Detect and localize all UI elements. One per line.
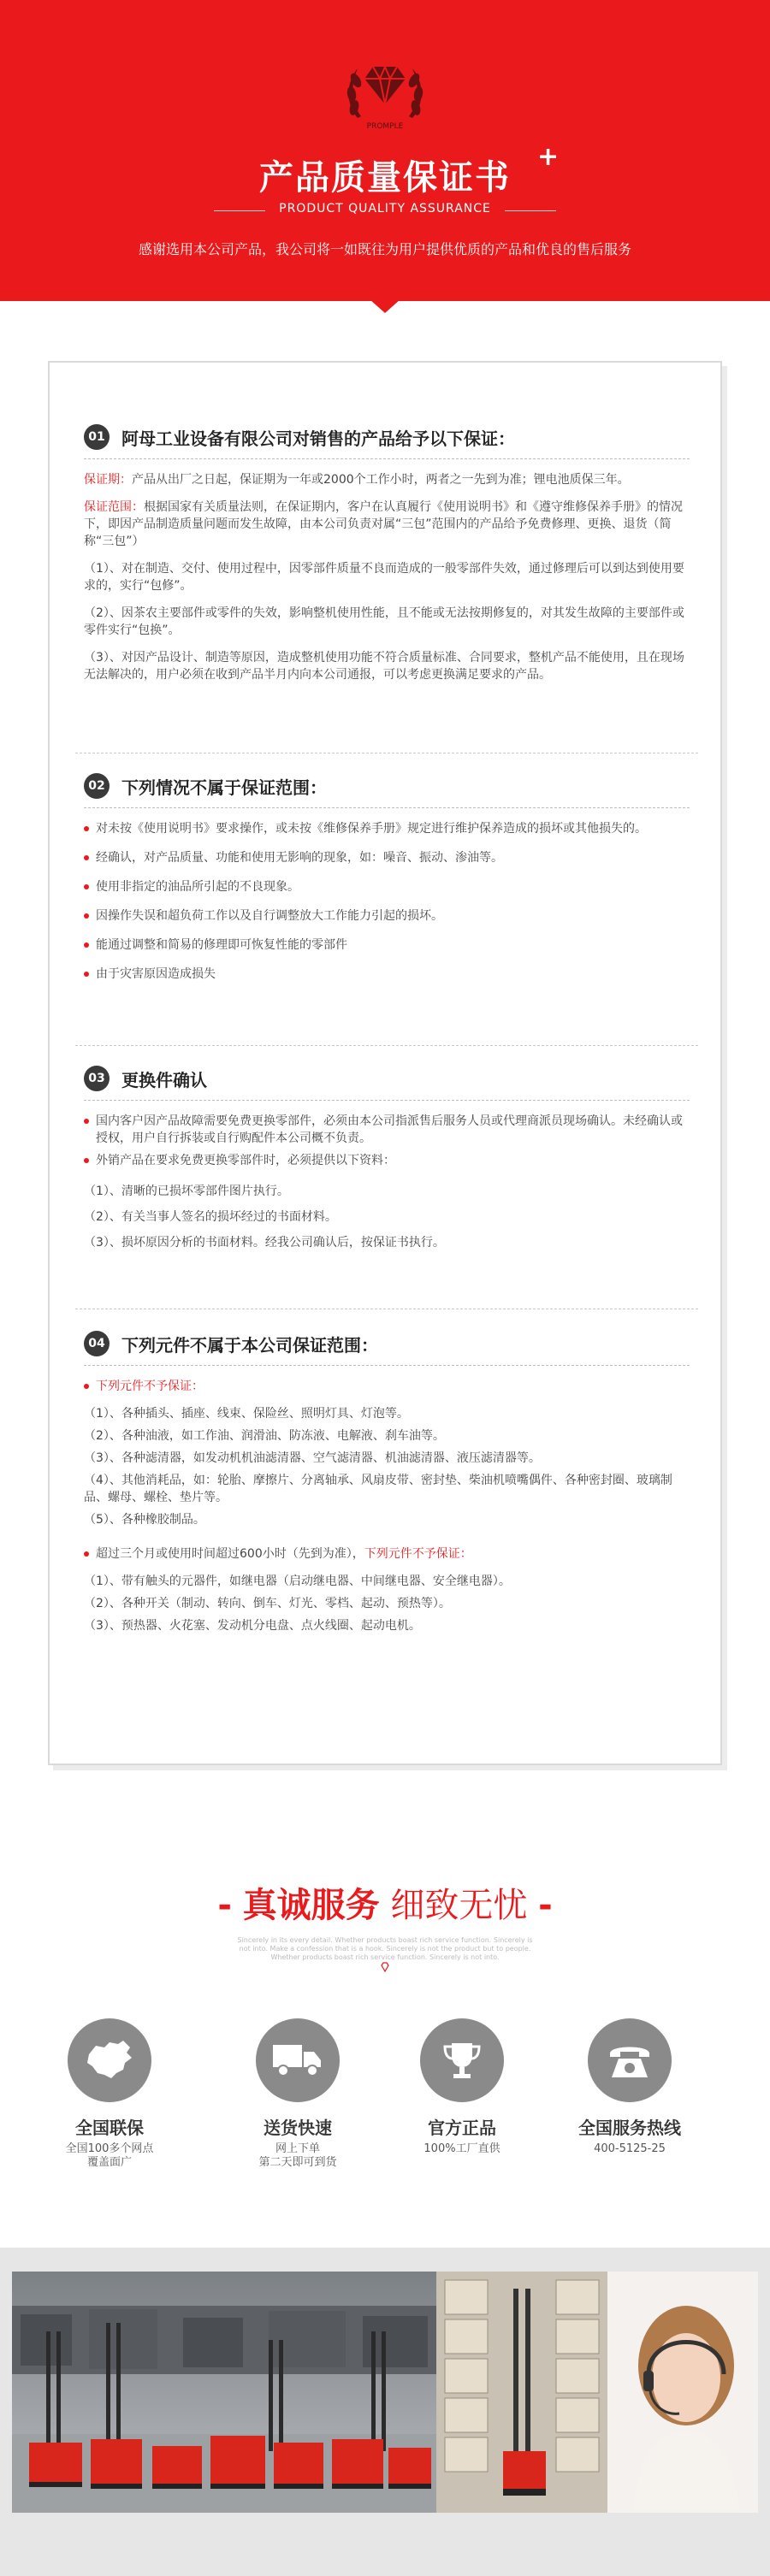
list-item: （1）、清晰的已损坏零部件图片执行。: [84, 1185, 289, 1198]
list-item: 使用非指定的油品所引起的不良现象。: [84, 878, 690, 895]
trophy-icon: [438, 2036, 486, 2084]
warranty-scope-label: 保证范围：: [84, 500, 144, 514]
section-number: 02: [84, 773, 110, 799]
section-title: 阿母工业设备有限公司对销售的产品给予以下保证：: [121, 428, 515, 449]
section-separator: [75, 1045, 698, 1046]
feature-service-hotline: [544, 2018, 715, 2156]
list-item: （2）、各种油液，如工作油、润滑油、防冻液、电解液、刹车油等。: [84, 1429, 445, 1443]
feature-icon-circle: [256, 2018, 340, 2102]
feature-icon-circle: [420, 2018, 504, 2102]
list-item: （1）、对在制造、交付、使用过程中，因零部件质量不良而造成的一般零部件失效，通过修理后可以到达到使用要求的，实行“包修”。: [84, 562, 684, 593]
diamond-emblem-icon: [339, 44, 431, 147]
list-item: 外销产品在要求免费更换零部件时，必须提供以下资料：: [84, 1152, 690, 1169]
warranty-scope-paragraph: [84, 499, 690, 550]
customer-service-photo: [607, 2272, 758, 2513]
section-replacement: [84, 1064, 690, 1256]
section-excluded-components: [84, 1329, 690, 1640]
section-divider: [84, 1100, 690, 1101]
feature-nationwide-warranty: [24, 2018, 195, 2170]
page-title: 产品质量保证书: [259, 158, 511, 198]
list-item: 下列元件不予保证：: [84, 1378, 690, 1395]
forklift-fleet-photo: [12, 2272, 436, 2513]
condition-text: 超过三个月或使用时间超过600小时（先到为准），: [96, 1547, 364, 1561]
list-item: （2）、各种开关（制动、转向、倒车、灯光、零档、起动、预热等）。: [84, 1597, 451, 1610]
feature-desc-line2: 第二天即可到货: [258, 2156, 337, 2169]
china-map-icon: [84, 2039, 135, 2082]
list-item: （2）、因茶农主要部件或零件的失效，影响整机使用性能，且不能或无法按期修复的，对其发生故障的主要部件或零件实行“包换”。: [84, 606, 684, 637]
warranty-card: [48, 361, 722, 1765]
feature-name: 官方正品: [428, 2118, 496, 2138]
feature-genuine-product: [376, 2018, 548, 2156]
feature-icon-circle: [68, 2018, 151, 2102]
heading-dash-right: -: [538, 1886, 553, 1925]
warranty-period-label: 保证期：: [84, 473, 132, 487]
section-number: 01: [84, 424, 110, 450]
warranty-period-paragraph: [84, 471, 690, 488]
list-item: （1）、带有触头的元器件，如继电器（启动继电器、中间继电器、安全继电器）。: [84, 1575, 511, 1588]
list-item: 国内客户因产品故障需要免费更换零部件，必须由本公司指派售后服务人员或代理商派员现场确认。未经确认或授权，用户自行拆装或自行购配件本公司概不负责。: [84, 1113, 690, 1147]
condition-highlight: 下列元件不予保证：: [364, 1547, 472, 1561]
list-item: 因操作失误和超负荷工作以及自行调整放大工作能力引起的损坏。: [84, 907, 690, 925]
page-subtitle: PRODUCT QUALITY ASSURANCE: [279, 202, 491, 216]
list-item: 经确认，对产品质量、功能和使用无影响的现象，如：噪音、振动、渗油等。: [84, 849, 690, 866]
list-item: [84, 1545, 690, 1563]
section-number: 04: [84, 1331, 110, 1356]
list-item: （3）、预热器、火花塞、发动机分电盘、点火线圈、起动电机。: [84, 1619, 421, 1633]
feature-name: 全国联保: [75, 2118, 144, 2138]
title-plus: +: [537, 142, 560, 172]
section-guarantee: [84, 422, 690, 694]
list-item: （2）、有关当事人签名的损坏经过的书面材料。: [84, 1210, 337, 1224]
feature-icon-circle: [588, 2018, 672, 2102]
feature-fast-delivery: [212, 2018, 383, 2170]
section-exclusions: [84, 771, 690, 995]
list-item: （3）、损坏原因分析的书面材料。经我公司确认后，按保证书执行。: [84, 1236, 445, 1250]
warehouse-photo: [436, 2272, 607, 2513]
service-fine-print: Sincerely in its every detail. Whether products boast rich service function. Sincerely is not into. Make a confession that is a hook. Sincerely is not the product but to people. Whether products boast rich service function. Sincerely is not into.: [237, 1936, 533, 1961]
heading-light: 细致无忧: [390, 1886, 528, 1925]
warranty-period-text: 产品从出厂之日起，保证期为一年或2000个工作小时，两者之一先到为准；锂电池质保三年。: [132, 473, 630, 487]
list-item: （5）、各种橡胶制品。: [84, 1513, 205, 1527]
hero-notch: [370, 299, 400, 313]
section-title: 下列元件不属于本公司保证范围：: [121, 1334, 378, 1356]
header-description: 感谢选用本公司产品，我公司将一如既往为用户提供优质的产品和优良的售后服务: [138, 241, 631, 257]
section-divider: [84, 1365, 690, 1366]
list-item: 由于灾害原因造成损失: [84, 966, 690, 983]
list-item: （3）、各种滤清器，如发动机机油滤清器、空气滤清器、机油滤清器、液压滤清器等。: [84, 1451, 541, 1465]
section-divider: [84, 458, 690, 459]
phone-icon: [605, 2040, 654, 2081]
feature-desc-line1: 400-5125-25: [594, 2142, 666, 2155]
list-item: 能通过调整和简易的修理即可恢复性能的零部件: [84, 936, 690, 954]
list-item: （3）、对因产品设计、制造等原因，造成整机使用功能不符合质量标准、合同要求，整机产品不能使用，且在现场无法解决的，用户必须在收到产品半月内向本公司通报，可以考虑更换满足要求的产品。: [84, 651, 684, 682]
truck-icon: [271, 2041, 324, 2079]
feature-name: 送货快速: [264, 2118, 332, 2138]
diamond-icon: [380, 1962, 390, 1972]
service-heading: [0, 1878, 770, 1927]
feature-desc-line1: 网上下单: [275, 2142, 320, 2155]
section-title: 更换件确认: [121, 1069, 207, 1090]
section-divider: [84, 807, 690, 808]
feature-desc-line2: 覆盖面广: [86, 2156, 132, 2169]
svg-text:PROMPLE: PROMPLE: [366, 122, 404, 131]
section-title: 下列情况不属于保证范围：: [121, 777, 327, 798]
list-item: 对未按《使用说明书》要求操作，或未按《维修保养手册》规定进行维护保养造成的损坏或其他损失的。: [84, 820, 690, 837]
list-item: （1）、各种插头、插座、线束、保险丝、照明灯具、灯泡等。: [84, 1407, 409, 1421]
feature-desc-line1: 100%工厂直供: [424, 2142, 500, 2155]
warehouse-image: [436, 2272, 607, 2513]
list-item: （4）、其他消耗品，如：轮胎、摩擦片、分离轴承、风扇皮带、密封垫、柴油机喷嘴偶件、各种密封圈、玻璃制品、螺母、螺栓、垫片等。: [84, 1474, 672, 1504]
heading-dash-left: -: [217, 1886, 232, 1925]
forklift-fleet-image: [12, 2272, 436, 2513]
feature-name: 全国服务热线: [578, 2118, 681, 2138]
heading-bold: 真诚服务: [242, 1886, 380, 1925]
warranty-scope-text: 根据国家有关质量法则，在保证期内，客户在认真履行《使用说明书》和《遵守维修保养手册》的情况下，即因产品制造质量问题而发生故障，由本公司负责对属“三包”范围内的产品给予免费修理、更换、退货（简称“三包”）: [84, 500, 683, 548]
section-number: 03: [84, 1066, 110, 1091]
headset-operator-image: [607, 2272, 758, 2513]
feature-desc-line1: 全国100多个网点: [65, 2142, 154, 2155]
